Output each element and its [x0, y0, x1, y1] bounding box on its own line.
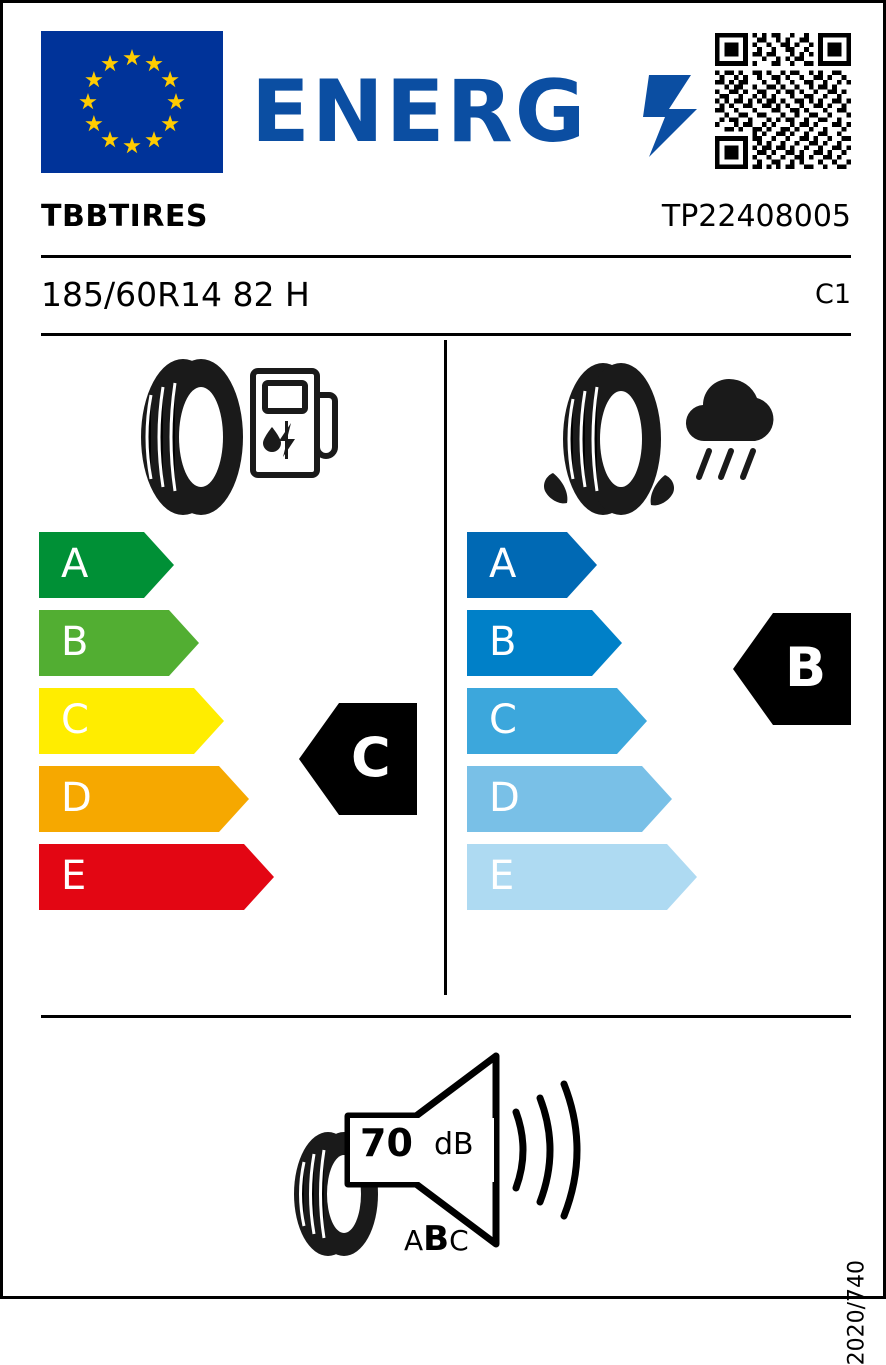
qr-code-icon: [715, 33, 851, 169]
sound-waves-icon: [516, 1084, 577, 1216]
fuel-drop-icon: [263, 421, 295, 459]
fuel-grade-d-letter: D: [61, 775, 92, 822]
fuel-grade-a-letter: A: [61, 541, 89, 588]
divider-vertical: [444, 340, 447, 995]
fuel-grade-a: [39, 532, 274, 598]
divider-middle: [41, 333, 851, 336]
wet-result-letter: B: [785, 635, 827, 699]
fuel-grade-e: [39, 844, 274, 910]
wet-grade-scale: [467, 532, 697, 922]
rain-cloud-icon: [686, 379, 773, 441]
tyre-class: C1: [814, 279, 851, 310]
fuel-result-letter: C: [351, 725, 391, 789]
rain-drops-icon: [699, 451, 753, 477]
type-code: TP22408005: [661, 199, 851, 234]
brand-row: [41, 199, 851, 251]
tyre-size: 185/60R14 82 H: [41, 275, 310, 314]
energy-wordmark: [251, 62, 711, 162]
noise-value: 70: [360, 1121, 413, 1165]
energy-text: ENERG: [251, 62, 588, 162]
fuel-grade-e-letter: E: [61, 853, 87, 900]
fuel-grade-b: [39, 610, 274, 676]
noise-class-a: A: [404, 1224, 424, 1257]
brand-name: TBBTIRES: [41, 199, 209, 234]
divider-top: [41, 255, 851, 258]
wet-grade-c: [467, 688, 697, 754]
noise-class-scale: [404, 1219, 469, 1259]
divider-bottom: [41, 1015, 851, 1018]
noise-class-c: C: [449, 1224, 469, 1257]
fuel-grade-c-letter: C: [61, 697, 89, 744]
wet-grade-d: [467, 766, 697, 832]
lightning-bolt-icon: [643, 75, 697, 157]
wet-result-badge: [733, 613, 851, 725]
noise-section: [286, 1046, 606, 1261]
eu-flag-icon: [41, 31, 223, 173]
noise-unit: dB: [434, 1127, 474, 1162]
wet-grade-b: [467, 610, 697, 676]
label-header: [41, 31, 851, 173]
wet-grade-d-letter: D: [489, 775, 520, 822]
fuel-efficiency-pictogram: [125, 355, 335, 520]
fuel-result-badge: [299, 703, 417, 815]
fuel-pump-icon: [253, 371, 335, 475]
wet-grade-c-letter: C: [489, 697, 517, 744]
wet-grade-b-letter: B: [489, 619, 517, 666]
wet-grade-e-letter: E: [489, 853, 515, 900]
noise-class-b: B: [423, 1219, 450, 1259]
wet-grip-pictogram: [531, 353, 796, 521]
fuel-grade-d: [39, 766, 274, 832]
fuel-grade-scale: [39, 532, 274, 922]
wet-grade-e: [467, 844, 697, 910]
fuel-grade-c: [39, 688, 274, 754]
wet-grade-a-letter: A: [489, 541, 517, 588]
regulation-reference: 2020/740: [844, 1260, 869, 1365]
size-row: [41, 275, 851, 323]
fuel-grade-b-letter: B: [61, 619, 89, 666]
wet-grade-a: [467, 532, 697, 598]
